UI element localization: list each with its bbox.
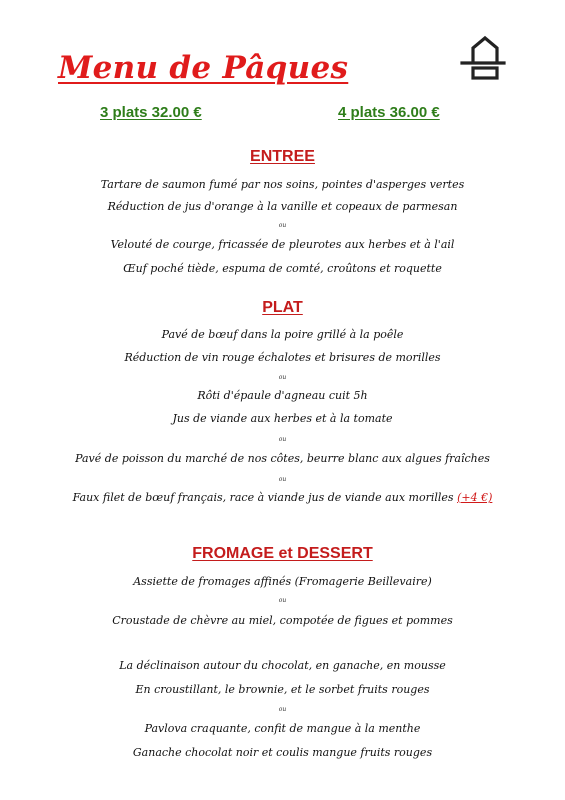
or-separator: ou (278, 222, 287, 229)
supplement-price: (+4 €) (457, 491, 493, 504)
or-separator: ou (278, 476, 287, 483)
menu-item-line: Réduction de vin rouge échalotes et brisures de morilles (124, 351, 441, 364)
price-3-courses: 3 plats 32.00 € (100, 104, 202, 121)
menu-title: Menu de Pâques (58, 50, 349, 86)
section-heading-dessert: FROMAGE et DESSERT (192, 545, 373, 562)
menu-item-line-supplement (0, 491, 565, 505)
menu-item-line: La déclinaison autour du chocolat, en ganache, en mousse (119, 659, 446, 672)
menu-item-text: Faux filet de bœuf français, race à viande jus de viande aux morilles (72, 491, 454, 504)
section-heading-entree: ENTREE (250, 148, 315, 165)
menu-item-line: Croustade de chèvre au miel, compotée de figues et pommes (112, 614, 453, 627)
menu-item-line: Assiette de fromages affinés (Fromagerie Beillevaire) (133, 575, 432, 588)
menu-item-line: Pavé de bœuf dans la poire grillé à la poêle (161, 328, 404, 341)
menu-item-line: Velouté de courge, fricassée de pleurotes aux herbes et à l'ail (110, 238, 455, 251)
price-4-courses: 4 plats 36.00 € (338, 104, 440, 121)
menu-item-line: Œuf poché tiède, espuma de comté, croûtons et roquette (123, 262, 442, 275)
or-separator: ou (278, 597, 287, 604)
menu-item-line: Ganache chocolat noir et coulis mangue fruits rouges (132, 746, 433, 759)
menu-item-line: Réduction de jus d'orange à la vanille et copeaux de parmesan (107, 200, 458, 213)
or-separator: ou (278, 436, 287, 443)
menu-item-line: En croustillant, le brownie, et le sorbet fruits rouges (135, 683, 430, 696)
menu-item-line: Pavé de poisson du marché de nos côtes, beurre blanc aux algues fraîches (75, 452, 490, 465)
or-separator: ou (278, 706, 287, 713)
menu-item-line: Jus de viande aux herbes et à la tomate (172, 412, 393, 425)
or-separator: ou (278, 374, 287, 381)
menu-item-line: Pavlova craquante, confit de mangue à la menthe (144, 722, 421, 735)
section-heading-plat: PLAT (262, 299, 303, 316)
menu-item-line: Rôti d'épaule d'agneau cuit 5h (197, 389, 368, 402)
menu-item-line: Tartare de saumon fumé par nos soins, pointes d'asperges vertes (100, 178, 465, 191)
house-logo-icon (459, 34, 507, 82)
